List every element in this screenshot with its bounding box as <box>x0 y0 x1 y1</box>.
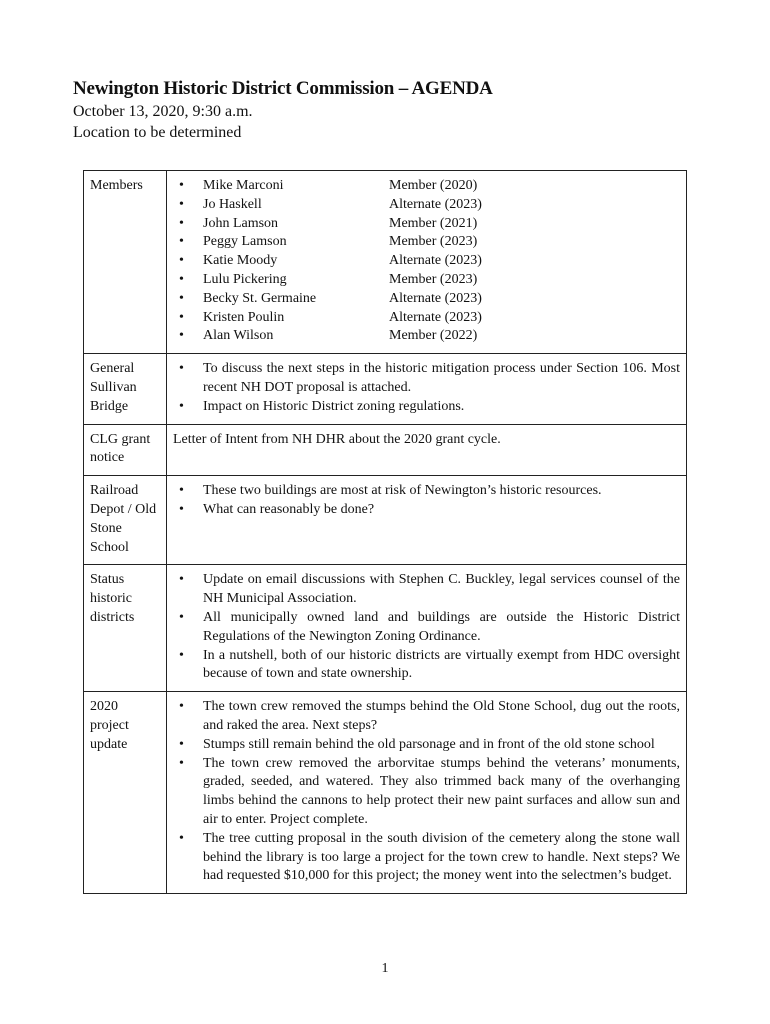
list-item: • The town crew removed the arborvitae stumps behind the veterans’ monuments, graded, seeded, and watered. They also trimmed back many of the overhanging limbs behind the cannons to help protect their new paint surfaces and allow sun and air to enter. Project complete. <box>173 755 680 830</box>
page-title: Newington Historic District Commission – AGENDA <box>73 78 493 99</box>
member-item <box>173 290 680 309</box>
list-item: • All municipally owned land and buildings are outside the Historic District Regulations of the Newington Zoning Ordinance. <box>173 609 680 647</box>
list-item: • The tree cutting proposal in the south division of the cemetery along the stone wall behind the library is too large a project for the town crew to handle. Next steps? We had requested $10,000 for this project; the money went into the selectmen’s budget. <box>173 830 680 886</box>
member-name: • John Lamson <box>203 215 279 231</box>
bullet-list <box>173 360 680 416</box>
details-cell <box>167 424 687 476</box>
topic-cell: CLG grant notice <box>84 424 167 476</box>
member-item <box>173 271 680 290</box>
member-role: Member (2021) <box>389 215 478 231</box>
list-item: • The town crew removed the stumps behind the Old Stone School, dug out the roots, and raked the area. Next steps? <box>173 698 680 736</box>
member-item <box>173 252 680 271</box>
member-role: Alternate (2023) <box>389 309 482 325</box>
member-item <box>173 309 680 328</box>
agenda-row-sullivan-bridge <box>84 354 687 424</box>
member-role: Alternate (2023) <box>389 196 482 212</box>
members-list <box>173 177 680 346</box>
topic-cell: Members <box>84 171 167 354</box>
topic-cell: 2020 project update <box>84 692 167 894</box>
member-role: Alternate (2023) <box>389 253 482 269</box>
member-name: • Becky St. Germaine <box>203 290 317 306</box>
member-role: Alternate (2023) <box>389 290 482 306</box>
list-item: • In a nutshell, both of our historic districts are virtually exempt from HDC oversight because of town and state ownership. <box>173 647 680 685</box>
agenda-table <box>83 170 687 894</box>
agenda-row-railroad-depot <box>84 476 687 565</box>
meeting-date: October 13, 2020, 9:30 a.m. <box>73 103 253 120</box>
page-number: 1 <box>381 961 389 976</box>
member-name: • Kristen Poulin <box>203 309 285 325</box>
member-name: • Jo Haskell <box>203 196 262 212</box>
agenda-row-clg-grant <box>84 424 687 476</box>
details-cell <box>167 476 687 565</box>
agenda-row-project-update <box>84 692 687 894</box>
member-role: Member (2023) <box>389 234 478 250</box>
member-name: • Alan Wilson <box>203 328 274 344</box>
list-item: • These two buildings are most at risk of Newington’s historic resources. <box>173 482 680 501</box>
list-item: • To discuss the next steps in the historic mitigation process under Section 106. Most recent NH DOT proposal is attached. <box>173 360 680 398</box>
bullet-list <box>173 698 680 886</box>
list-item: • What can reasonably be done? <box>173 501 680 520</box>
details-cell <box>167 354 687 424</box>
list-item: • Impact on Historic District zoning regulations. <box>173 398 680 417</box>
list-item: • Update on email discussions with Stephen C. Buckley, legal services counsel of the NH Municipal Association. <box>173 571 680 609</box>
members-cell <box>167 171 687 354</box>
member-role: Member (2020) <box>389 178 478 193</box>
meeting-location: Location to be determined <box>73 124 242 141</box>
list-item: • Stumps still remain behind the old parsonage and in front of the old stone school <box>173 736 680 755</box>
member-name: • Mike Marconi <box>203 178 284 193</box>
member-name: • Katie Moody <box>203 253 278 269</box>
member-item <box>173 233 680 252</box>
clg-text: Letter of Intent from NH DHR about the 2020 grant cycle. <box>173 431 501 447</box>
topic-cell: Railroad Depot / Old Stone School <box>84 476 167 565</box>
member-item <box>173 177 680 196</box>
member-item <box>173 327 680 346</box>
member-role: Member (2023) <box>389 271 478 287</box>
bullet-list <box>173 571 680 684</box>
topic-cell: Status historic districts <box>84 565 167 692</box>
member-name: • Lulu Pickering <box>203 271 287 287</box>
topic-cell: General Sullivan Bridge <box>84 354 167 424</box>
member-name: • Peggy Lamson <box>203 234 287 250</box>
member-item <box>173 196 680 215</box>
details-cell <box>167 692 687 894</box>
member-item <box>173 215 680 234</box>
details-cell <box>167 565 687 692</box>
bullet-list <box>173 482 680 520</box>
member-role: Member (2022) <box>389 328 478 344</box>
agenda-row-status-districts <box>84 565 687 692</box>
agenda-row-members <box>84 171 687 354</box>
